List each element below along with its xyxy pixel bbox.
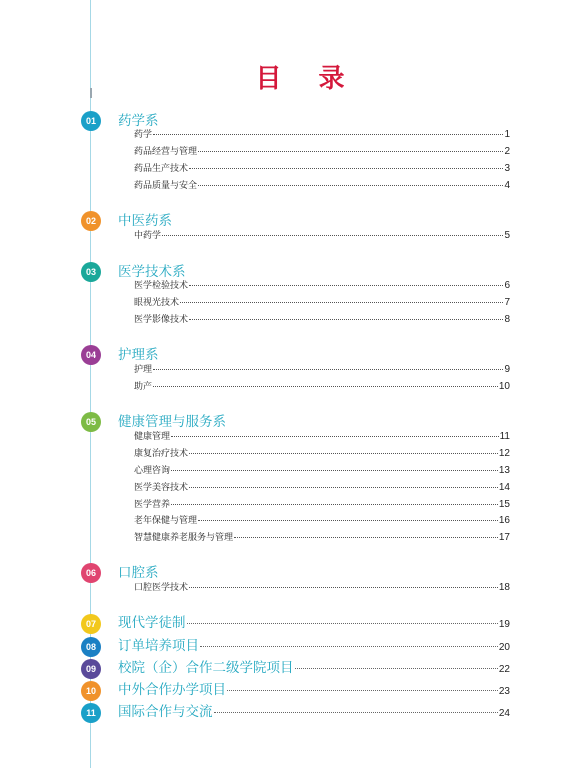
toc-entry[interactable] xyxy=(134,230,510,242)
dot-leader xyxy=(171,436,499,437)
department-heading[interactable]: 医学技术系 xyxy=(118,264,186,280)
section-number-badge: 02 xyxy=(81,211,101,231)
dot-leader xyxy=(171,504,498,505)
page-number: 22 xyxy=(498,664,510,675)
department-heading[interactable]: 护理系 xyxy=(118,347,159,363)
toc-entry[interactable] xyxy=(134,180,510,192)
department-heading[interactable]: 中医药系 xyxy=(118,213,172,229)
section-number-badge: 05 xyxy=(81,412,101,432)
entry-title: 校院（企）合作二级学院项目 xyxy=(118,660,294,676)
toc-program-entry[interactable] xyxy=(118,660,510,678)
toc-entry[interactable] xyxy=(134,515,510,527)
dot-leader xyxy=(198,151,503,152)
entry-title: 心理咨询 xyxy=(134,466,171,476)
entry-title: 药品质量与安全 xyxy=(134,181,198,191)
toc-entry[interactable] xyxy=(134,314,510,326)
page-number: 8 xyxy=(504,314,510,325)
entry-title: 医学检验技术 xyxy=(134,281,189,291)
entry-title: 现代学徒制 xyxy=(118,615,186,631)
page-number: 19 xyxy=(498,619,510,630)
dot-leader xyxy=(189,319,503,320)
page-number: 11 xyxy=(499,431,510,442)
toc-program-entry[interactable] xyxy=(118,638,510,656)
section-number-badge: 11 xyxy=(81,703,101,723)
page-number: 9 xyxy=(504,364,510,375)
page-number: 23 xyxy=(498,686,510,697)
page-number: 17 xyxy=(498,532,510,543)
dot-leader xyxy=(227,690,498,691)
entry-title: 健康管理 xyxy=(134,432,171,442)
page-number: 16 xyxy=(498,515,510,526)
dot-leader xyxy=(153,369,503,370)
entry-title: 医学营养 xyxy=(134,500,171,510)
toc-entry[interactable] xyxy=(134,381,510,393)
entry-title: 国际合作与交流 xyxy=(118,704,213,720)
toc-entry[interactable] xyxy=(134,364,510,376)
dot-leader xyxy=(162,235,503,236)
page-number: 24 xyxy=(498,708,510,719)
entry-title: 中药学 xyxy=(134,231,162,241)
dot-leader xyxy=(171,470,498,471)
dot-leader xyxy=(200,646,498,647)
section-number-badge: 03 xyxy=(81,262,101,282)
toc-entry[interactable] xyxy=(134,280,510,292)
page-number: 15 xyxy=(498,499,510,510)
dot-leader xyxy=(153,134,503,135)
section-number-badge: 07 xyxy=(81,614,101,634)
section-number-badge: 04 xyxy=(81,345,101,365)
dot-leader xyxy=(214,712,498,713)
entry-title: 医学影像技术 xyxy=(134,315,189,325)
page-number: 10 xyxy=(498,381,510,392)
toc-entry[interactable] xyxy=(134,465,510,477)
entry-title: 订单培养项目 xyxy=(118,638,199,654)
dot-leader xyxy=(189,453,498,454)
page-number: 4 xyxy=(504,180,510,191)
page-number: 6 xyxy=(504,280,510,291)
toc-entry[interactable] xyxy=(134,163,510,175)
toc-entry[interactable] xyxy=(134,146,510,158)
section-number-badge: 01 xyxy=(81,111,101,131)
toc-entry[interactable] xyxy=(134,448,510,460)
section-number-badge: 09 xyxy=(81,659,101,679)
dot-leader xyxy=(189,168,503,169)
section-number-badge: 08 xyxy=(81,637,101,657)
toc-entry[interactable] xyxy=(134,532,510,544)
entry-title: 眼视光技术 xyxy=(134,298,180,308)
entry-title: 康复治疗技术 xyxy=(134,449,189,459)
department-heading[interactable]: 口腔系 xyxy=(118,565,159,581)
toc-program-entry[interactable] xyxy=(118,615,510,633)
page-number: 3 xyxy=(504,163,510,174)
entry-title: 药品生产技术 xyxy=(134,164,189,174)
toc-program-entry[interactable] xyxy=(118,704,510,722)
page-number: 14 xyxy=(498,482,510,493)
toc-entry[interactable] xyxy=(134,582,510,594)
page-number: 1 xyxy=(504,129,510,140)
toc-entry[interactable] xyxy=(134,482,510,494)
page-number: 7 xyxy=(504,297,510,308)
entry-title: 口腔医学技术 xyxy=(134,583,189,593)
dot-leader xyxy=(180,302,503,303)
dot-leader xyxy=(153,386,498,387)
dot-leader xyxy=(187,623,498,624)
dot-leader xyxy=(198,185,503,186)
entry-title: 药学 xyxy=(134,130,153,140)
dot-leader xyxy=(189,285,503,286)
entry-title: 智慧健康养老服务与管理 xyxy=(134,533,234,543)
toc-entry[interactable] xyxy=(134,129,510,141)
toc-entry[interactable] xyxy=(134,499,510,511)
page-number: 5 xyxy=(504,230,510,241)
dot-leader xyxy=(189,487,498,488)
dot-leader xyxy=(198,520,498,521)
page-number: 2 xyxy=(504,146,510,157)
page-number: 20 xyxy=(498,642,510,653)
entry-title: 中外合作办学项目 xyxy=(118,682,226,698)
page-number: 18 xyxy=(498,582,510,593)
dot-leader xyxy=(234,537,498,538)
page-number: 12 xyxy=(498,448,510,459)
entry-title: 老年保健与管理 xyxy=(134,516,198,526)
section-number-badge: 06 xyxy=(81,563,101,583)
dot-leader xyxy=(189,587,498,588)
entry-title: 医学美容技术 xyxy=(134,483,189,493)
toc-program-entry[interactable] xyxy=(118,682,510,700)
page-number: 13 xyxy=(498,465,510,476)
department-heading[interactable]: 药学系 xyxy=(118,113,159,129)
entry-title: 护理 xyxy=(134,365,153,375)
toc-entry[interactable] xyxy=(134,297,510,309)
entry-title: 药品经营与管理 xyxy=(134,147,198,157)
dot-leader xyxy=(295,668,498,669)
entry-title: 助产 xyxy=(134,382,153,392)
section-number-badge: 10 xyxy=(81,681,101,701)
toc-entry[interactable] xyxy=(134,431,510,443)
page-title: 目 录 xyxy=(255,64,359,94)
department-heading[interactable]: 健康管理与服务系 xyxy=(118,414,226,430)
